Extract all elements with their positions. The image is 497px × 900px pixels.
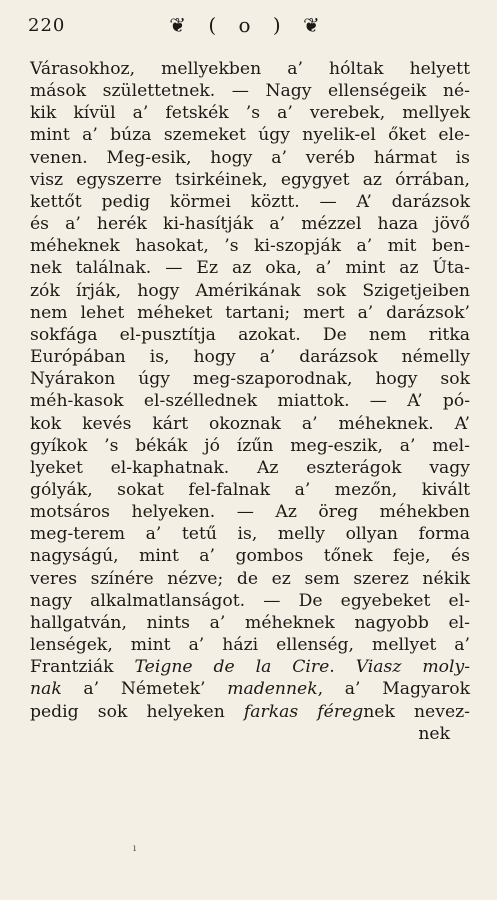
text-segment: gyíkok ’s békák jó ízűn meg-eszik, a’ mel- xyxy=(30,435,470,456)
text-segment: a’ Németek’ xyxy=(61,679,228,700)
text-segment: sokfága el-pusztítja azokat. De nem ritka xyxy=(30,324,470,345)
text-segment: Európában is, hogy a’ darázsok némelly xyxy=(30,347,470,368)
text-segment: mások születtetnek. — Nagy ellenségeik né- xyxy=(30,81,470,102)
text-segment: mint a’ búza szemeket úgy nyelik-el őket ele- xyxy=(30,125,470,146)
text-line xyxy=(30,501,470,523)
text-line xyxy=(30,235,470,257)
page-number: 220 xyxy=(28,14,66,36)
text-segment: méh-kasok el-széllednek miattok. — A’ pó- xyxy=(30,391,470,412)
text-segment: Várasokhoz, mellyekben a’ hóltak helyett xyxy=(30,59,470,79)
text-line xyxy=(30,147,470,169)
text-line xyxy=(30,656,470,678)
text-segment: nagy alkalmatlanságot. — De egyebeket el- xyxy=(30,590,470,611)
text-segment: Nyárakon úgy meg-szaporodnak, hogy sok xyxy=(30,369,470,390)
text-segment: motsáros helyeken. — Az öreg méhekben xyxy=(30,502,470,523)
text-line xyxy=(30,568,470,590)
text-segment: visz egyszerre tsirkéinek, egygyet az órrában, xyxy=(30,169,470,190)
text-segment: nek xyxy=(418,723,450,744)
text-line xyxy=(30,479,470,501)
text-line xyxy=(30,302,470,324)
text-line xyxy=(30,124,470,146)
page-header xyxy=(28,10,469,40)
text-line xyxy=(30,413,470,435)
text-segment: . xyxy=(329,657,356,678)
text-line xyxy=(30,723,470,745)
text-line xyxy=(30,435,470,457)
text-line xyxy=(30,678,470,700)
text-segment: Frantziák xyxy=(30,657,135,678)
text-line xyxy=(30,346,470,368)
italic-term: farkas féreg xyxy=(243,701,364,722)
text-line xyxy=(30,169,470,191)
italic-term: Viasz moly- xyxy=(355,657,471,678)
text-line xyxy=(30,102,470,124)
italic-term: nak xyxy=(30,679,62,700)
text-line xyxy=(30,58,470,80)
text-segment: nek nevez- xyxy=(363,701,470,722)
italic-term: Teigne de la Cire xyxy=(134,657,330,678)
text-segment: kettőt pedig körmei köztt. — A’ darázsok xyxy=(30,191,470,212)
text-segment: veres színére nézve; de ez sem szerez nékik xyxy=(30,568,470,589)
text-line xyxy=(30,191,470,213)
text-line xyxy=(30,324,470,346)
text-line xyxy=(30,213,470,235)
text-line xyxy=(30,701,470,723)
text-line xyxy=(30,457,470,479)
text-segment: gólyák, sokat fel-falnak a’ mezőn, kivált xyxy=(30,479,470,500)
text-segment: lenségek, mint a’ házi ellenség, mellyet a’ xyxy=(30,635,470,656)
text-segment: nek találnak. — Ez az oka, a’ mint az Úta- xyxy=(30,258,470,279)
ink-speck-mark: ı xyxy=(133,843,137,854)
text-line xyxy=(30,390,470,412)
text-line xyxy=(30,80,470,102)
text-line xyxy=(30,612,470,634)
text-line xyxy=(30,634,470,656)
text-segment: nagyságú, mint a’ gombos tőnek feje, és xyxy=(30,546,470,567)
text-segment: , a’ Magyarok xyxy=(317,679,470,700)
text-segment: pedig sok helyeken xyxy=(30,701,244,722)
text-line xyxy=(30,280,470,302)
text-segment: lyeket el-kaphatnak. Az eszterágok vagy xyxy=(30,457,470,478)
text-line xyxy=(30,368,470,390)
text-segment: meg-terem a’ tetű is, melly ollyan forma xyxy=(30,524,470,545)
header-ornament: ❦ ( o ) ❦ xyxy=(169,13,328,37)
text-segment: nem lehet méheket tartani; mert a’ darázsok’ xyxy=(30,302,470,323)
body-text xyxy=(30,58,470,745)
text-line xyxy=(30,257,470,279)
text-segment: hallgatván, nints a’ méheknek nagyobb el- xyxy=(30,612,470,633)
text-segment: venen. Meg-esik, hogy a’ veréb hármat is xyxy=(30,147,470,168)
text-line xyxy=(30,590,470,612)
text-segment: zók írják, hogy Amérikának sok Szigetjeiben xyxy=(30,280,470,301)
text-segment: kik kívül a’ fetskék ’s a’ verebek, mellyek xyxy=(30,103,470,124)
text-segment: méheknek hasokat, ’s ki-szopják a’ mit ben- xyxy=(30,236,470,257)
text-segment: kok kevés kárt okoznak a’ méheknek. A’ xyxy=(30,413,470,434)
text-segment: és a’ herék ki-hasítják a’ mézzel haza jövő xyxy=(30,214,470,235)
italic-term: madennek xyxy=(227,679,318,700)
text-line xyxy=(30,523,470,545)
text-line xyxy=(30,545,470,567)
